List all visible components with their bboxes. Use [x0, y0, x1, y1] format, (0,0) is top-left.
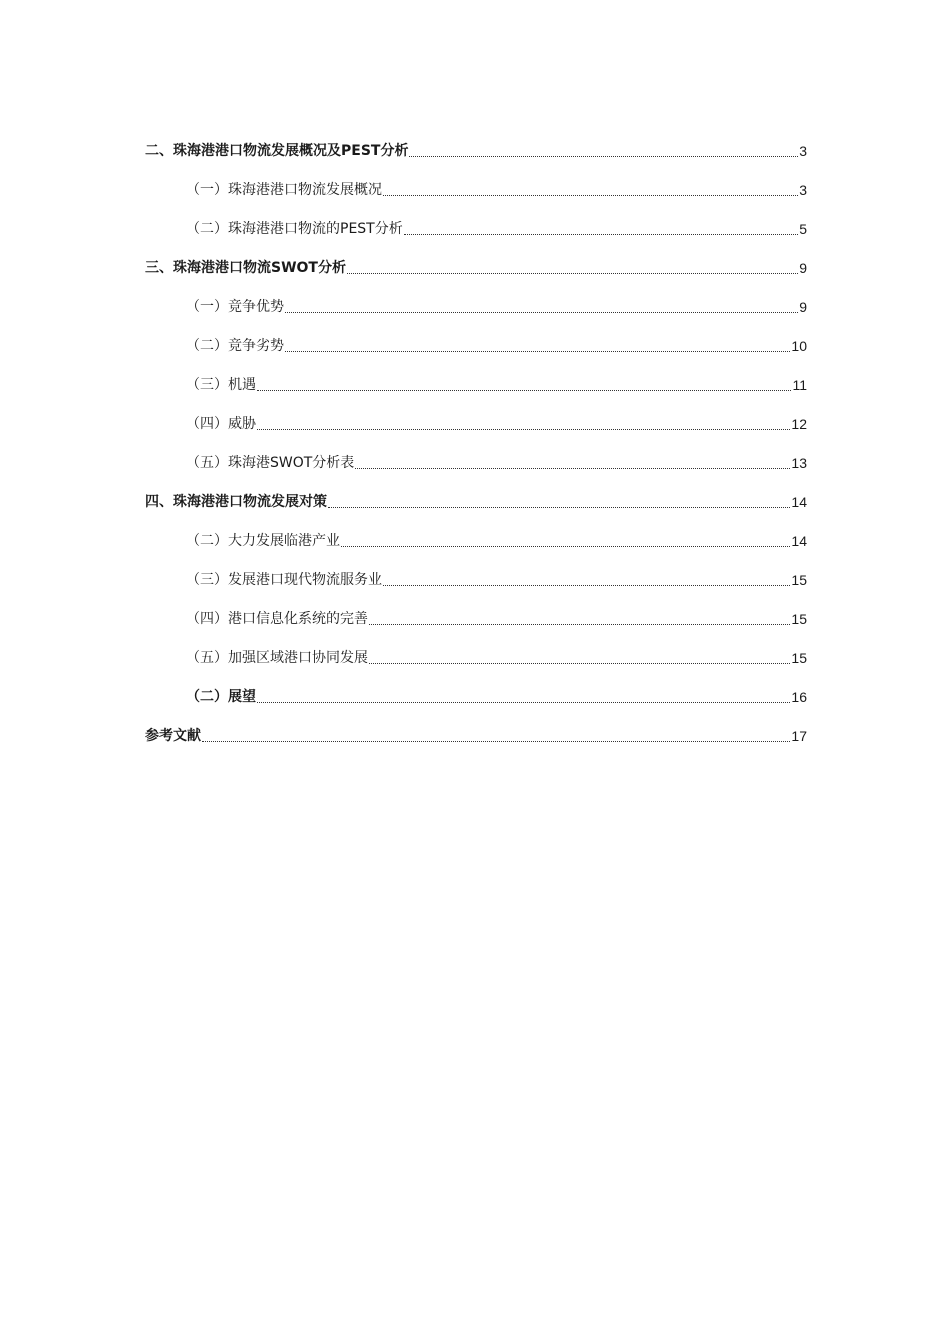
toc-entry-title: （二）竞争劣势 — [186, 338, 284, 354]
toc-entry[interactable] — [145, 709, 807, 748]
toc-entry-page: 14 — [791, 533, 807, 549]
toc-entry-title: （二）珠海港港口物流的PEST分析 — [186, 221, 403, 237]
dot-leader — [285, 312, 798, 313]
toc-entry-page: 15 — [791, 572, 807, 588]
dot-leader — [409, 156, 798, 157]
toc-entry-page: 14 — [791, 494, 807, 510]
toc-entry[interactable] — [145, 592, 807, 631]
toc-entry[interactable] — [145, 436, 807, 475]
dot-leader — [257, 702, 790, 703]
toc-entry-title: （五）加强区域港口协同发展 — [186, 650, 368, 666]
toc-entry[interactable] — [145, 319, 807, 358]
toc-entry-page: 15 — [791, 611, 807, 627]
dot-leader — [404, 234, 798, 235]
dot-leader — [341, 546, 790, 547]
toc-entry-title: （四）港口信息化系统的完善 — [186, 611, 368, 627]
toc-entry[interactable] — [145, 202, 807, 241]
toc-entry-title: （二）大力发展临港产业 — [186, 533, 340, 549]
dot-leader — [369, 663, 790, 664]
dot-leader — [383, 585, 790, 586]
toc-entry-page: 17 — [791, 728, 807, 744]
dot-leader — [355, 468, 790, 469]
toc-entry-title: 四、珠海港港口物流发展对策 — [145, 494, 327, 510]
toc-entry-page: 9 — [799, 299, 807, 315]
toc-entry-title: （一）珠海港港口物流发展概况 — [186, 182, 382, 198]
dot-leader — [328, 507, 790, 508]
dot-leader — [257, 429, 790, 430]
toc-entry[interactable] — [145, 397, 807, 436]
toc-entry-title: （三）发展港口现代物流服务业 — [186, 572, 382, 588]
toc-entry-page: 5 — [799, 221, 807, 237]
toc-entry-page: 9 — [799, 260, 807, 276]
toc-entry-title: （四）威胁 — [186, 416, 256, 432]
toc-entry[interactable] — [145, 280, 807, 319]
toc-entry[interactable] — [145, 553, 807, 592]
dot-leader — [369, 624, 790, 625]
toc-entry[interactable] — [145, 514, 807, 553]
toc-entry-page: 10 — [791, 338, 807, 354]
toc-entry[interactable] — [145, 670, 807, 709]
toc-entry-title: （二）展望 — [186, 689, 256, 705]
toc-entry[interactable] — [145, 475, 807, 514]
toc-entry[interactable] — [145, 163, 807, 202]
toc-entry-page: 16 — [791, 689, 807, 705]
dot-leader — [347, 273, 798, 274]
toc-entry-page: 3 — [799, 143, 807, 159]
toc-entry[interactable] — [145, 124, 807, 163]
dot-leader — [257, 390, 791, 391]
toc-entry-title: 三、珠海港港口物流SWOT分析 — [145, 260, 346, 276]
toc-entry-page: 13 — [791, 455, 807, 471]
dot-leader — [202, 741, 790, 742]
toc-entry[interactable] — [145, 358, 807, 397]
toc-entry[interactable] — [145, 241, 807, 280]
toc-entry-title: （五）珠海港SWOT分析表 — [186, 455, 355, 471]
toc-entry-title: （三）机遇 — [186, 377, 256, 393]
toc-entry-page: 12 — [791, 416, 807, 432]
table-of-contents — [145, 124, 807, 748]
toc-entry-page: 11 — [792, 377, 807, 393]
dot-leader — [383, 195, 798, 196]
toc-entry-title: 二、珠海港港口物流发展概况及PEST分析 — [145, 143, 409, 159]
toc-entry-title: 参考文献 — [145, 728, 201, 744]
toc-entry-page: 15 — [791, 650, 807, 666]
toc-entry-page: 3 — [799, 182, 807, 198]
dot-leader — [285, 351, 790, 352]
toc-entry-title: （一）竞争优势 — [186, 299, 284, 315]
toc-entry[interactable] — [145, 631, 807, 670]
